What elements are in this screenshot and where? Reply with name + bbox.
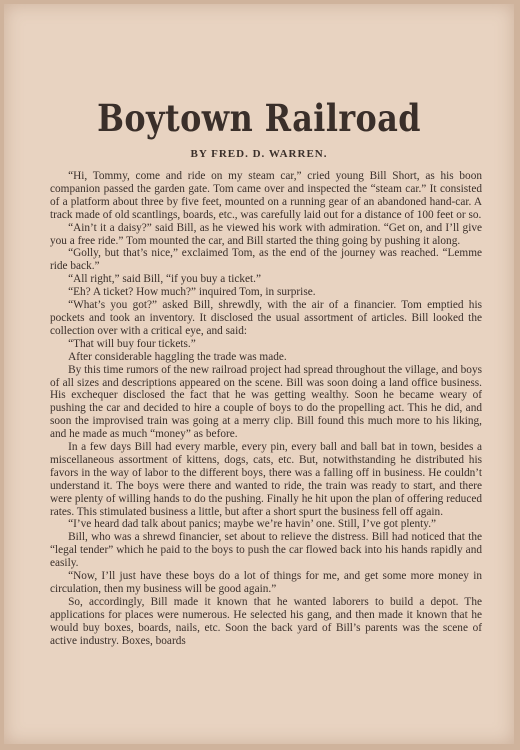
byline: BY FRED. D. WARREN.	[190, 148, 328, 160]
paragraph: “What’s you got?” asked Bill, shrewdly, with the air of a financier. Tom emptied his pockets and took an inventory. It disclosed the usual assortment of articles. Bill looked the collection over with a critical eye, and said:	[50, 299, 482, 337]
paragraph: In a few days Bill had every marble, every pin, every ball and ball bat in town, besides a miscellaneous assortment of kittens, dogs, cats, etc. But, notwithstanding he distributed his favors in the way of labor to the different boys, there was a falling off in business. He couldn’t understand it. The boys were there and wanted to ride, the train was ready to start, and there were plenty of willing hands to do the pushing. Finally he hit upon the plan of offering reduced rates. This stimulated business a little, but after a short spurt the business fell off again.	[50, 441, 482, 518]
paragraph: “Hi, Tommy, come and ride on my steam car,” cried young Bill Short, as his boon companion passed the garden gate. Tom came over and inspected the “steam car.” It consisted of a platform about three by five feet, mounted on a running gear of an abandoned hand-car. A track made of old scantlings, boards, etc., was carefully laid out for a distance of 100 feet or so.	[50, 170, 482, 221]
paragraph: After considerable haggling the trade was made.	[68, 350, 287, 363]
paragraph: “Now, I’ll just have these boys do a lot of things for me, and get some more money in circulation, then my business will be good again.”	[50, 570, 482, 595]
paragraph: Bill, who was a shrewd financier, set about to relieve the distress. Bill had noticed that the “legal tender” which he paid to the boys to push the car flowed back into his hands rapidly and easily.	[50, 531, 482, 570]
paragraph: By this time rumors of the new railroad project had spread throughout the village, and boys of all sizes and descriptions appeared on the scene. Bill was soon doing a land office business. His exchequer disclosed the fact that he was getting wealthy. Soon he became weary of pushing the car and decided to hire a couple of boys to do the propelling act. This he did, and soon the improvised train was going at a merry clip. Bill found this much more to his liking, and he made as much “money” as before.	[50, 363, 482, 441]
document-page	[4, 4, 514, 744]
paragraph: “Ain’t it a daisy?” said Bill, as he viewed his work with admiration. “Get on, and I’ll give you a free ride.” Tom mounted the car, and Bill started the thing going by pushing it along.	[50, 221, 482, 247]
paragraph: “All right,” said Bill, “if you buy a ticket.”	[68, 273, 262, 286]
paragraph: “That will buy four tickets.”	[68, 337, 196, 350]
paragraph: “Eh? A ticket? How much?” inquired Tom, in surprise.	[68, 286, 316, 299]
paragraph: So, accordingly, Bill made it known that he wanted laborers to build a depot. The applications for places were numerous. He selected his gang, and then made it known that he would buy boxes, boards, nails, etc. Soon the back yard of Bill’s parents was the scene of active industry. Boxes, boards	[50, 595, 482, 647]
page-title: Boytown Railroad	[97, 96, 421, 140]
article-body	[50, 170, 482, 648]
paragraph: “I’ve heard dad talk about panics; maybe we’re havin’ one. Still, I’ve got plenty.”	[68, 518, 437, 531]
paragraph: “Golly, but that’s nice,” exclaimed Tom, as the end of the journey was reached. “Lemme ride back.”	[50, 247, 482, 273]
